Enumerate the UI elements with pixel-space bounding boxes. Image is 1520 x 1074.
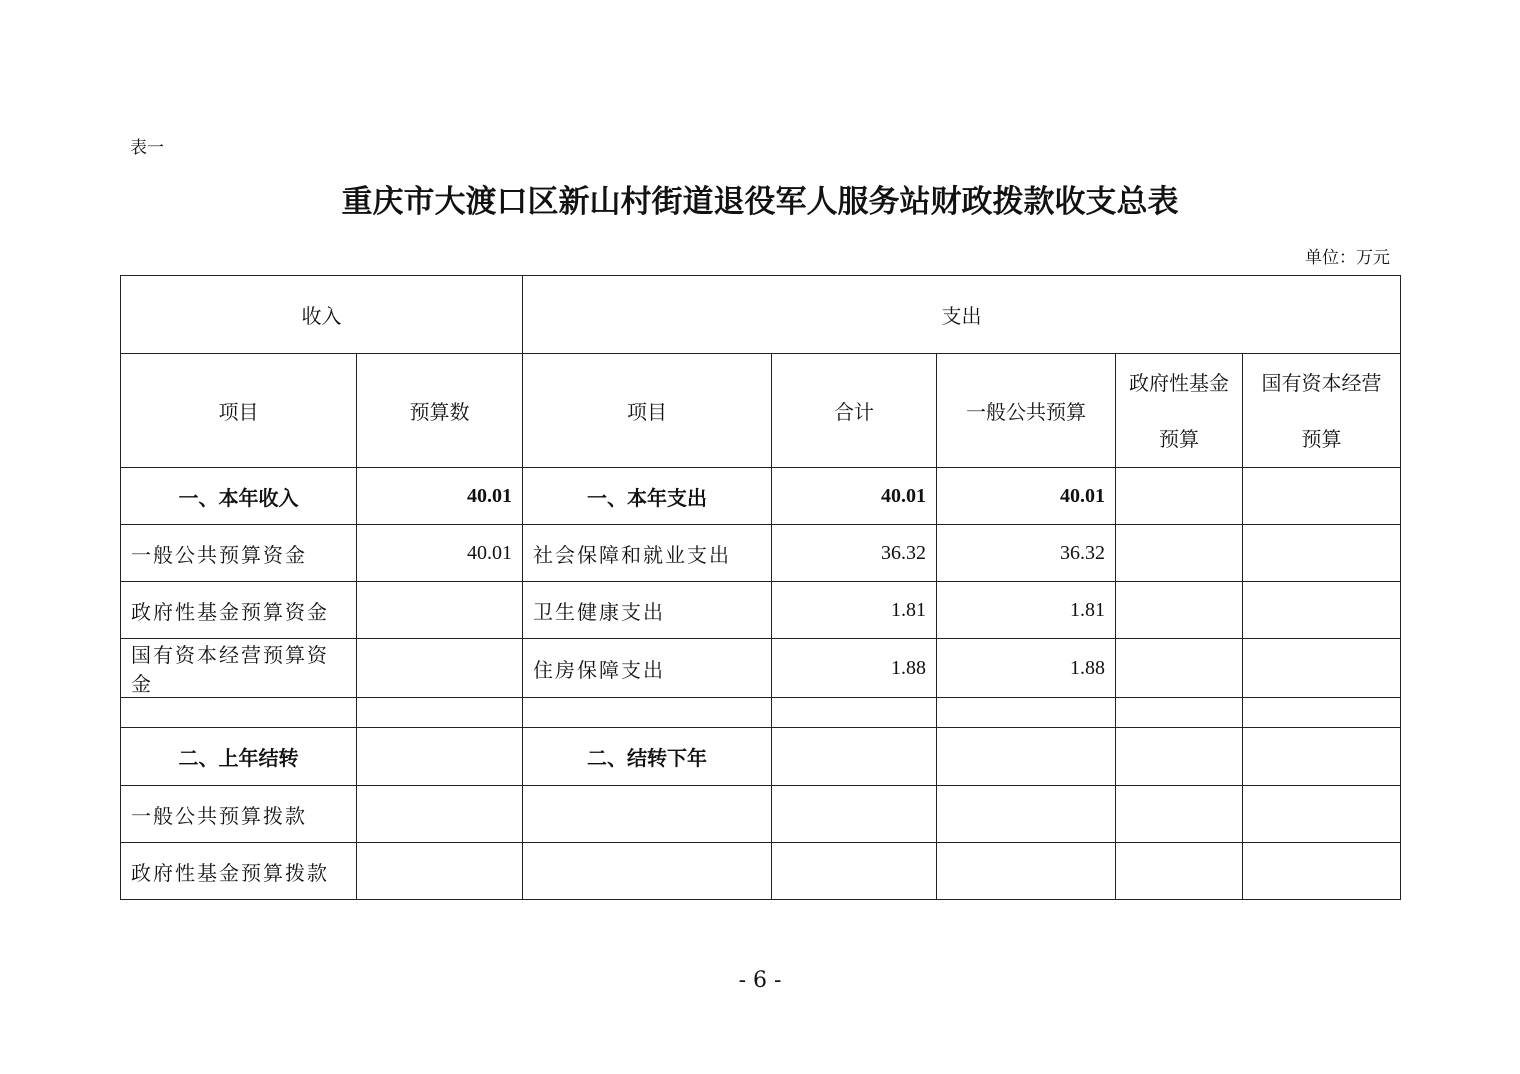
capital-cell [1243, 843, 1401, 900]
expense-item-cell: 一、本年支出 [523, 468, 772, 525]
gov-fund-header: 政府性基金预算 [1116, 354, 1243, 468]
income-item-cell [121, 698, 357, 728]
table-label: 表一 [130, 138, 164, 158]
income-header: 收入 [121, 276, 523, 354]
total-cell [772, 786, 937, 843]
fund-cell [1116, 843, 1243, 900]
total-cell [772, 698, 937, 728]
general-cell [937, 698, 1116, 728]
table-row [121, 786, 1401, 843]
income-budget-cell: 40.01 [357, 525, 523, 582]
general-cell: 1.88 [937, 639, 1116, 698]
fund-cell [1116, 582, 1243, 639]
fund-cell [1116, 786, 1243, 843]
income-item-cell: 二、上年结转 [121, 728, 357, 786]
income-item-cell: 国有资本经营预算资金 [121, 639, 357, 698]
income-item-cell: 一般公共预算拨款 [121, 786, 357, 843]
unit-label: 单位：万元 [1305, 248, 1390, 268]
expense-item-cell: 住房保障支出 [523, 639, 772, 698]
fund-cell [1116, 698, 1243, 728]
fund-cell [1116, 525, 1243, 582]
state-capital-header: 国有资本经营预算 [1243, 354, 1401, 468]
table-row [121, 843, 1401, 900]
income-budget-cell [357, 843, 523, 900]
table-row [121, 468, 1401, 525]
expense-item-cell [523, 843, 772, 900]
income-item-cell: 一、本年收入 [121, 468, 357, 525]
income-item-header: 项目 [121, 354, 357, 468]
income-budget-cell [357, 698, 523, 728]
fund-cell [1116, 728, 1243, 786]
capital-cell [1243, 639, 1401, 698]
income-budget-cell [357, 786, 523, 843]
expense-item-header: 项目 [523, 354, 772, 468]
total-cell: 1.88 [772, 639, 937, 698]
general-cell [937, 843, 1116, 900]
capital-cell [1243, 698, 1401, 728]
total-cell: 1.81 [772, 582, 937, 639]
total-cell [772, 728, 937, 786]
header-row-2 [121, 354, 1401, 468]
document-title: 重庆市大渡口区新山村街道退役军人服务站财政拨款收支总表 [341, 184, 1179, 220]
income-budget-cell [357, 728, 523, 786]
income-budget-cell [357, 639, 523, 698]
general-cell: 1.81 [937, 582, 1116, 639]
page-number: - 6 - [738, 968, 782, 993]
general-cell: 40.01 [937, 468, 1116, 525]
general-public-header: 一般公共预算 [937, 354, 1116, 468]
capital-cell [1243, 786, 1401, 843]
income-item-cell: 一般公共预算资金 [121, 525, 357, 582]
expense-item-cell: 社会保障和就业支出 [523, 525, 772, 582]
expense-header: 支出 [523, 276, 1401, 354]
total-header: 合计 [772, 354, 937, 468]
table-row [121, 582, 1401, 639]
fund-cell [1116, 639, 1243, 698]
general-cell [937, 728, 1116, 786]
table-row [121, 728, 1401, 786]
general-cell: 36.32 [937, 525, 1116, 582]
total-cell: 40.01 [772, 468, 937, 525]
expense-item-cell: 二、结转下年 [523, 728, 772, 786]
income-budget-header: 预算数 [357, 354, 523, 468]
budget-table [120, 275, 1401, 900]
expense-item-cell: 卫生健康支出 [523, 582, 772, 639]
table-row [121, 525, 1401, 582]
capital-cell [1243, 468, 1401, 525]
total-cell [772, 843, 937, 900]
income-budget-cell [357, 582, 523, 639]
expense-item-cell [523, 698, 772, 728]
capital-cell [1243, 728, 1401, 786]
table-row [121, 698, 1401, 728]
capital-cell [1243, 582, 1401, 639]
income-budget-cell: 40.01 [357, 468, 523, 525]
general-cell [937, 786, 1116, 843]
capital-cell [1243, 525, 1401, 582]
income-item-cell: 政府性基金预算资金 [121, 582, 357, 639]
expense-item-cell [523, 786, 772, 843]
fund-cell [1116, 468, 1243, 525]
header-row-1 [121, 276, 1401, 354]
total-cell: 36.32 [772, 525, 937, 582]
table-row [121, 639, 1401, 698]
income-item-cell: 政府性基金预算拨款 [121, 843, 357, 900]
